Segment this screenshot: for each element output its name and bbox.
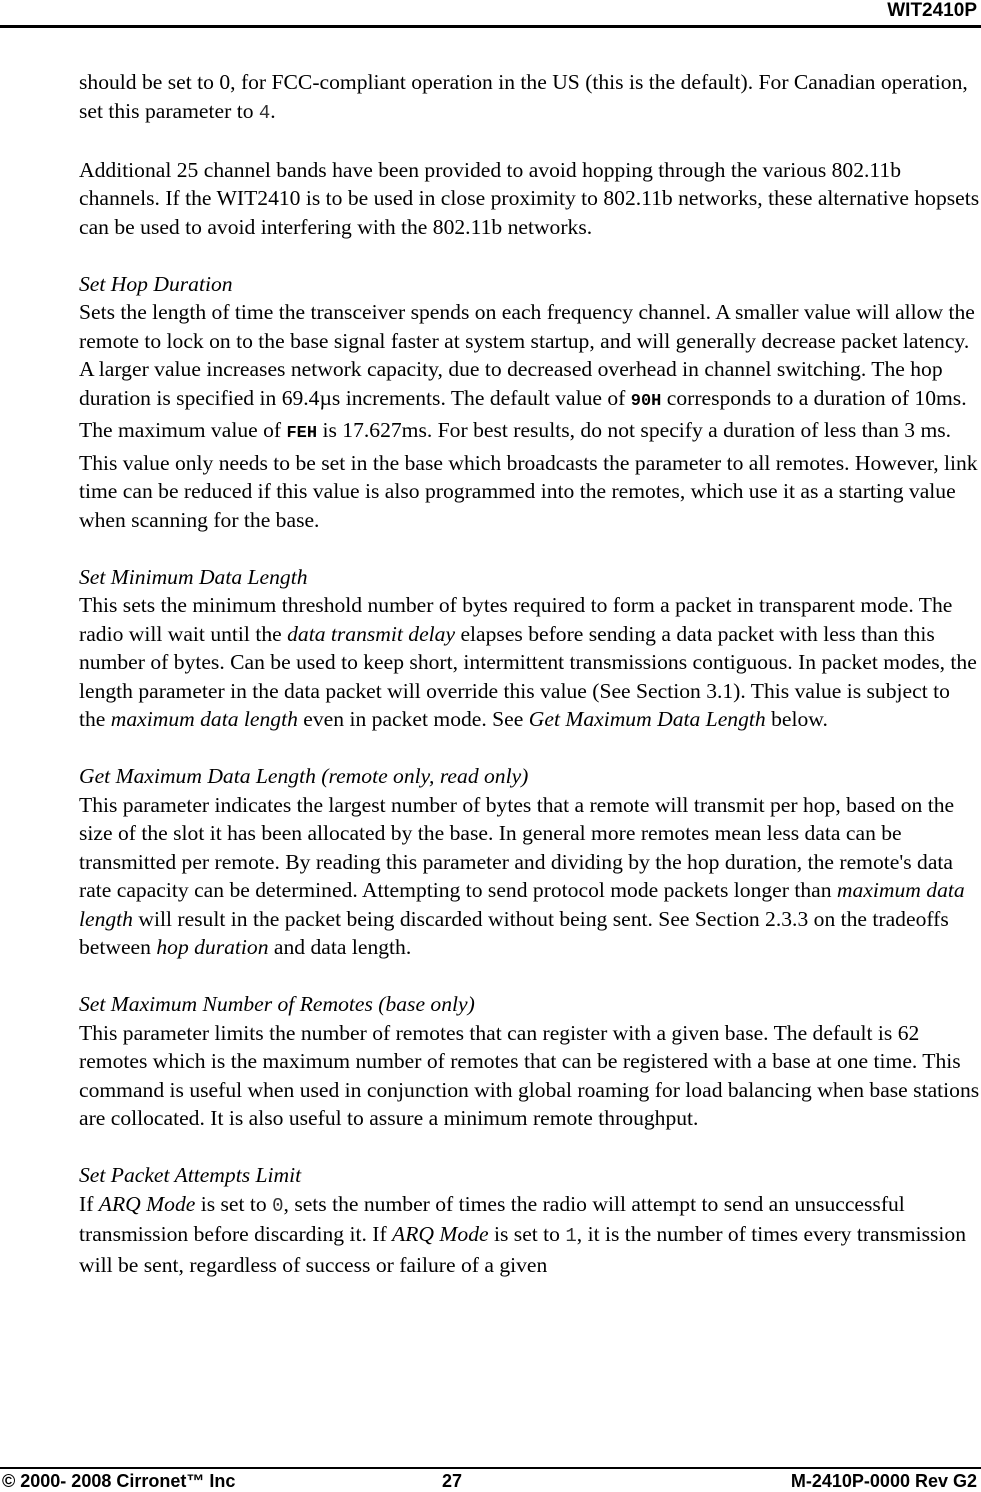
section-heading: Set Minimum Data Length <box>79 564 308 589</box>
text: This parameter indicates the largest number of bytes that a remote will transmit per hop, based on the size of the slot it has been allocated by the base. In general more remotes mean less data can be transmitted per remote. By reading this parameter and dividing by the hop duration, the remote's data rate capacity can be determined. Attempting to send protocol mode packets longer than <box>79 792 955 902</box>
code-value: FEH <box>286 424 318 443</box>
section-text <box>79 1190 981 1280</box>
italic-term: hop duration <box>156 935 269 959</box>
text: and data length. <box>268 935 412 959</box>
code-value: 1 <box>565 1225 577 1247</box>
section-heading: Set Hop Duration <box>79 271 233 296</box>
section-text <box>79 591 981 734</box>
code-value: 0 <box>272 1194 284 1217</box>
text: should be set to 0, for FCC-compliant operation in the US (this is the default). For Canadian operation, set this parameter to <box>79 70 968 123</box>
italic-term: ARQ Mode <box>392 1222 489 1246</box>
section-max-data-length <box>79 762 981 962</box>
italic-term: maximum data length <box>79 878 965 931</box>
italic-term: maximum data length <box>110 707 298 731</box>
italic-term: Get Maximum Data Length <box>528 707 766 731</box>
text: This sets the minimum threshold number of bytes required to form a packet in transparent mode. The radio will wait until the <box>79 593 953 646</box>
code-value: 4 <box>258 101 271 124</box>
text: will result in the packet being discarded without being sent. See Section 2.3.3 on the tradeoffs between <box>79 906 949 959</box>
text: Sets the length of time the transceiver spends on each frequency channel. A smaller value will allow the remote to lock on to the base signal faster at system startup, and will generally decrease packet latency. A larger value increases network capacity, due to decreased overhead in channel switching. The hop duration is specified in 69.4µs increments. The default value of <box>79 300 975 410</box>
header-rule <box>0 25 981 28</box>
text: . <box>270 98 276 123</box>
section-packet-attempts <box>79 1161 981 1279</box>
italic-term: ARQ Mode <box>98 1191 196 1216</box>
section-hop-duration <box>79 270 981 535</box>
text: , it is the number of times every transmission will be sent, regardless of success or failure of a given <box>79 1222 967 1277</box>
italic-term: data transmit delay <box>287 621 456 646</box>
footer-rule <box>0 1467 981 1469</box>
header-title: WIT2410P <box>887 0 977 21</box>
text: below. <box>765 707 828 731</box>
text: If <box>79 1191 99 1216</box>
text: corresponds to a duration of 10ms. The maximum value of <box>79 385 967 442</box>
section-text: This parameter limits the number of remotes that can register with a given base. The default is 62 remotes which is the maximum number of remotes that can be registered with a base at one time. This command is useful when used in conjunction with global roaming for load balancing when base stations are collocated. It is also useful to assure a minimum remote throughput. <box>79 1020 980 1130</box>
section-text <box>79 791 981 962</box>
code-value: 90H <box>630 391 662 411</box>
section-heading: Set Maximum Number of Remotes (base only) <box>79 992 475 1016</box>
text: is set to <box>195 1191 273 1216</box>
footer-copyright: © 2000- 2008 Cirronet™ Inc <box>2 1471 236 1491</box>
section-min-data-length <box>79 563 981 734</box>
footer-doc-id: M-2410P-0000 Rev G2 <box>790 1471 977 1491</box>
text: elapses before sending a data packet with less than this number of bytes. Can be used to keep short, intermittent transmissions contiguous. In packet modes, the length parameter in the data packet will override this value (See Section 3.1). This value is subject to the <box>79 621 977 731</box>
section-heading: Get Maximum Data Length (remote only, read only) <box>79 764 529 788</box>
text: is set to <box>488 1222 566 1246</box>
paragraph-canadian <box>79 68 981 127</box>
section-text <box>79 298 981 534</box>
section-max-remotes <box>79 990 981 1133</box>
paragraph-channel-bands: Additional 25 channel bands have been provided to avoid hopping through the various 802.11b channels. If the WIT2410 is to be used in close proximity to 802.11b networks, these alternative hopsets can be used to avoid interfering with the 802.11b networks. <box>79 157 980 239</box>
text: , sets the number of times the radio will attempt to send an unsuccessful transmission before discarding it. If <box>79 1191 905 1246</box>
section-heading: Set Packet Attempts Limit <box>79 1163 302 1187</box>
footer-page-number: 27 <box>442 1471 463 1491</box>
text: is 17.627ms. For best results, do not specify a duration of less than 3 ms. This value only needs to be set in the base which broadcasts the parameter to all remotes. However, link time can be reduced if this value is also programmed into the remotes, which use it as a starting value when scanning for the base. <box>79 418 978 532</box>
text: even in packet mode. See <box>297 707 529 731</box>
page-body <box>79 68 981 1308</box>
